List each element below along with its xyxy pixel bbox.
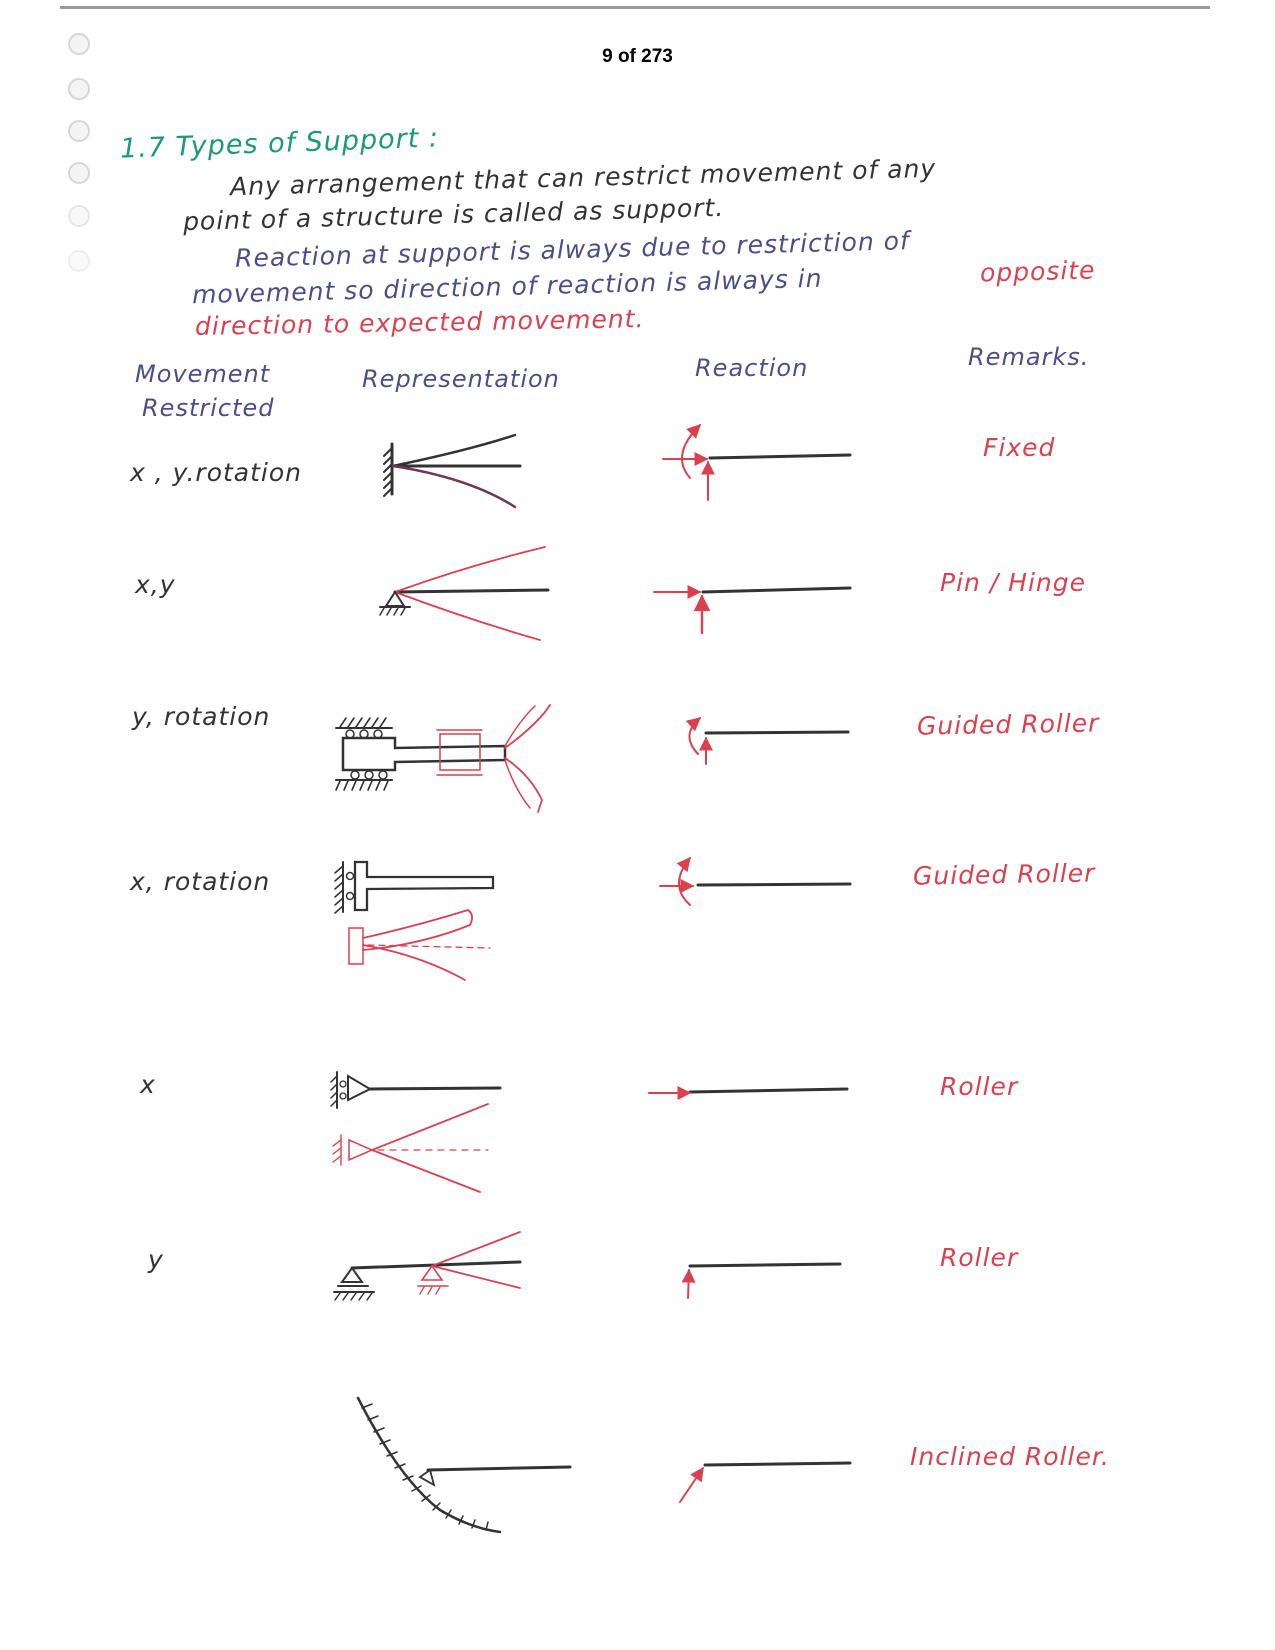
header-reaction: Reaction: [695, 354, 809, 382]
guided-roller-y-icon: [336, 705, 550, 812]
row-remark: Fixed: [983, 433, 1056, 462]
header-remarks: Remarks.: [968, 343, 1090, 371]
paragraph-1-line-1: Any arrangement that can restrict movement of any: [229, 153, 937, 202]
inclined-roller-icon: [358, 1398, 570, 1532]
paragraph-1-line-2: point of a structure is called as support.: [182, 192, 725, 237]
inclined-roller-reaction-icon: [680, 1463, 850, 1502]
row-movement: x,y: [135, 570, 176, 599]
guided-roller-y-reaction-icon: [689, 718, 848, 764]
pin-support-icon: [380, 547, 548, 640]
paragraph-2-highlight: opposite: [979, 255, 1096, 288]
header-representation: Representation: [362, 365, 560, 393]
roller-x-icon: [331, 1072, 500, 1192]
roller-y-icon: [334, 1232, 520, 1300]
row-movement: x: [140, 1070, 156, 1099]
row-remark: Roller: [940, 1072, 1019, 1101]
guided-roller-x-icon: [335, 862, 493, 980]
row-movement: x , y.rotation: [130, 458, 303, 487]
header-movement: Movement: [135, 360, 271, 388]
fixed-support-icon: [384, 435, 520, 507]
row-remark: Guided Roller: [912, 858, 1096, 891]
row-remark: Inclined Roller.: [910, 1442, 1110, 1471]
roller-y-reaction-icon: [688, 1264, 840, 1298]
roller-x-reaction-icon: [649, 1089, 847, 1093]
header-restricted: Restricted: [142, 394, 275, 422]
pin-reaction-icon: [654, 588, 850, 633]
paragraph-2-line-3: direction to expected movement.: [194, 304, 645, 341]
row-remark: Pin / Hinge: [940, 568, 1087, 597]
section-title: 1.7 Types of Support :: [119, 122, 440, 165]
row-movement: y: [148, 1245, 164, 1274]
fixed-reaction-icon: [663, 425, 850, 500]
paragraph-2-line-2: movement so direction of reaction is always in: [191, 263, 823, 310]
row-movement: y, rotation: [132, 702, 271, 731]
paragraph-2-line-1: Reaction at support is always due to restriction of: [234, 226, 911, 273]
row-remark: Guided Roller: [916, 708, 1100, 741]
row-movement: x, rotation: [130, 867, 271, 896]
page-number: 9 of 273: [602, 46, 673, 67]
guided-roller-x-reaction-icon: [660, 858, 850, 905]
row-remark: Roller: [940, 1243, 1019, 1272]
